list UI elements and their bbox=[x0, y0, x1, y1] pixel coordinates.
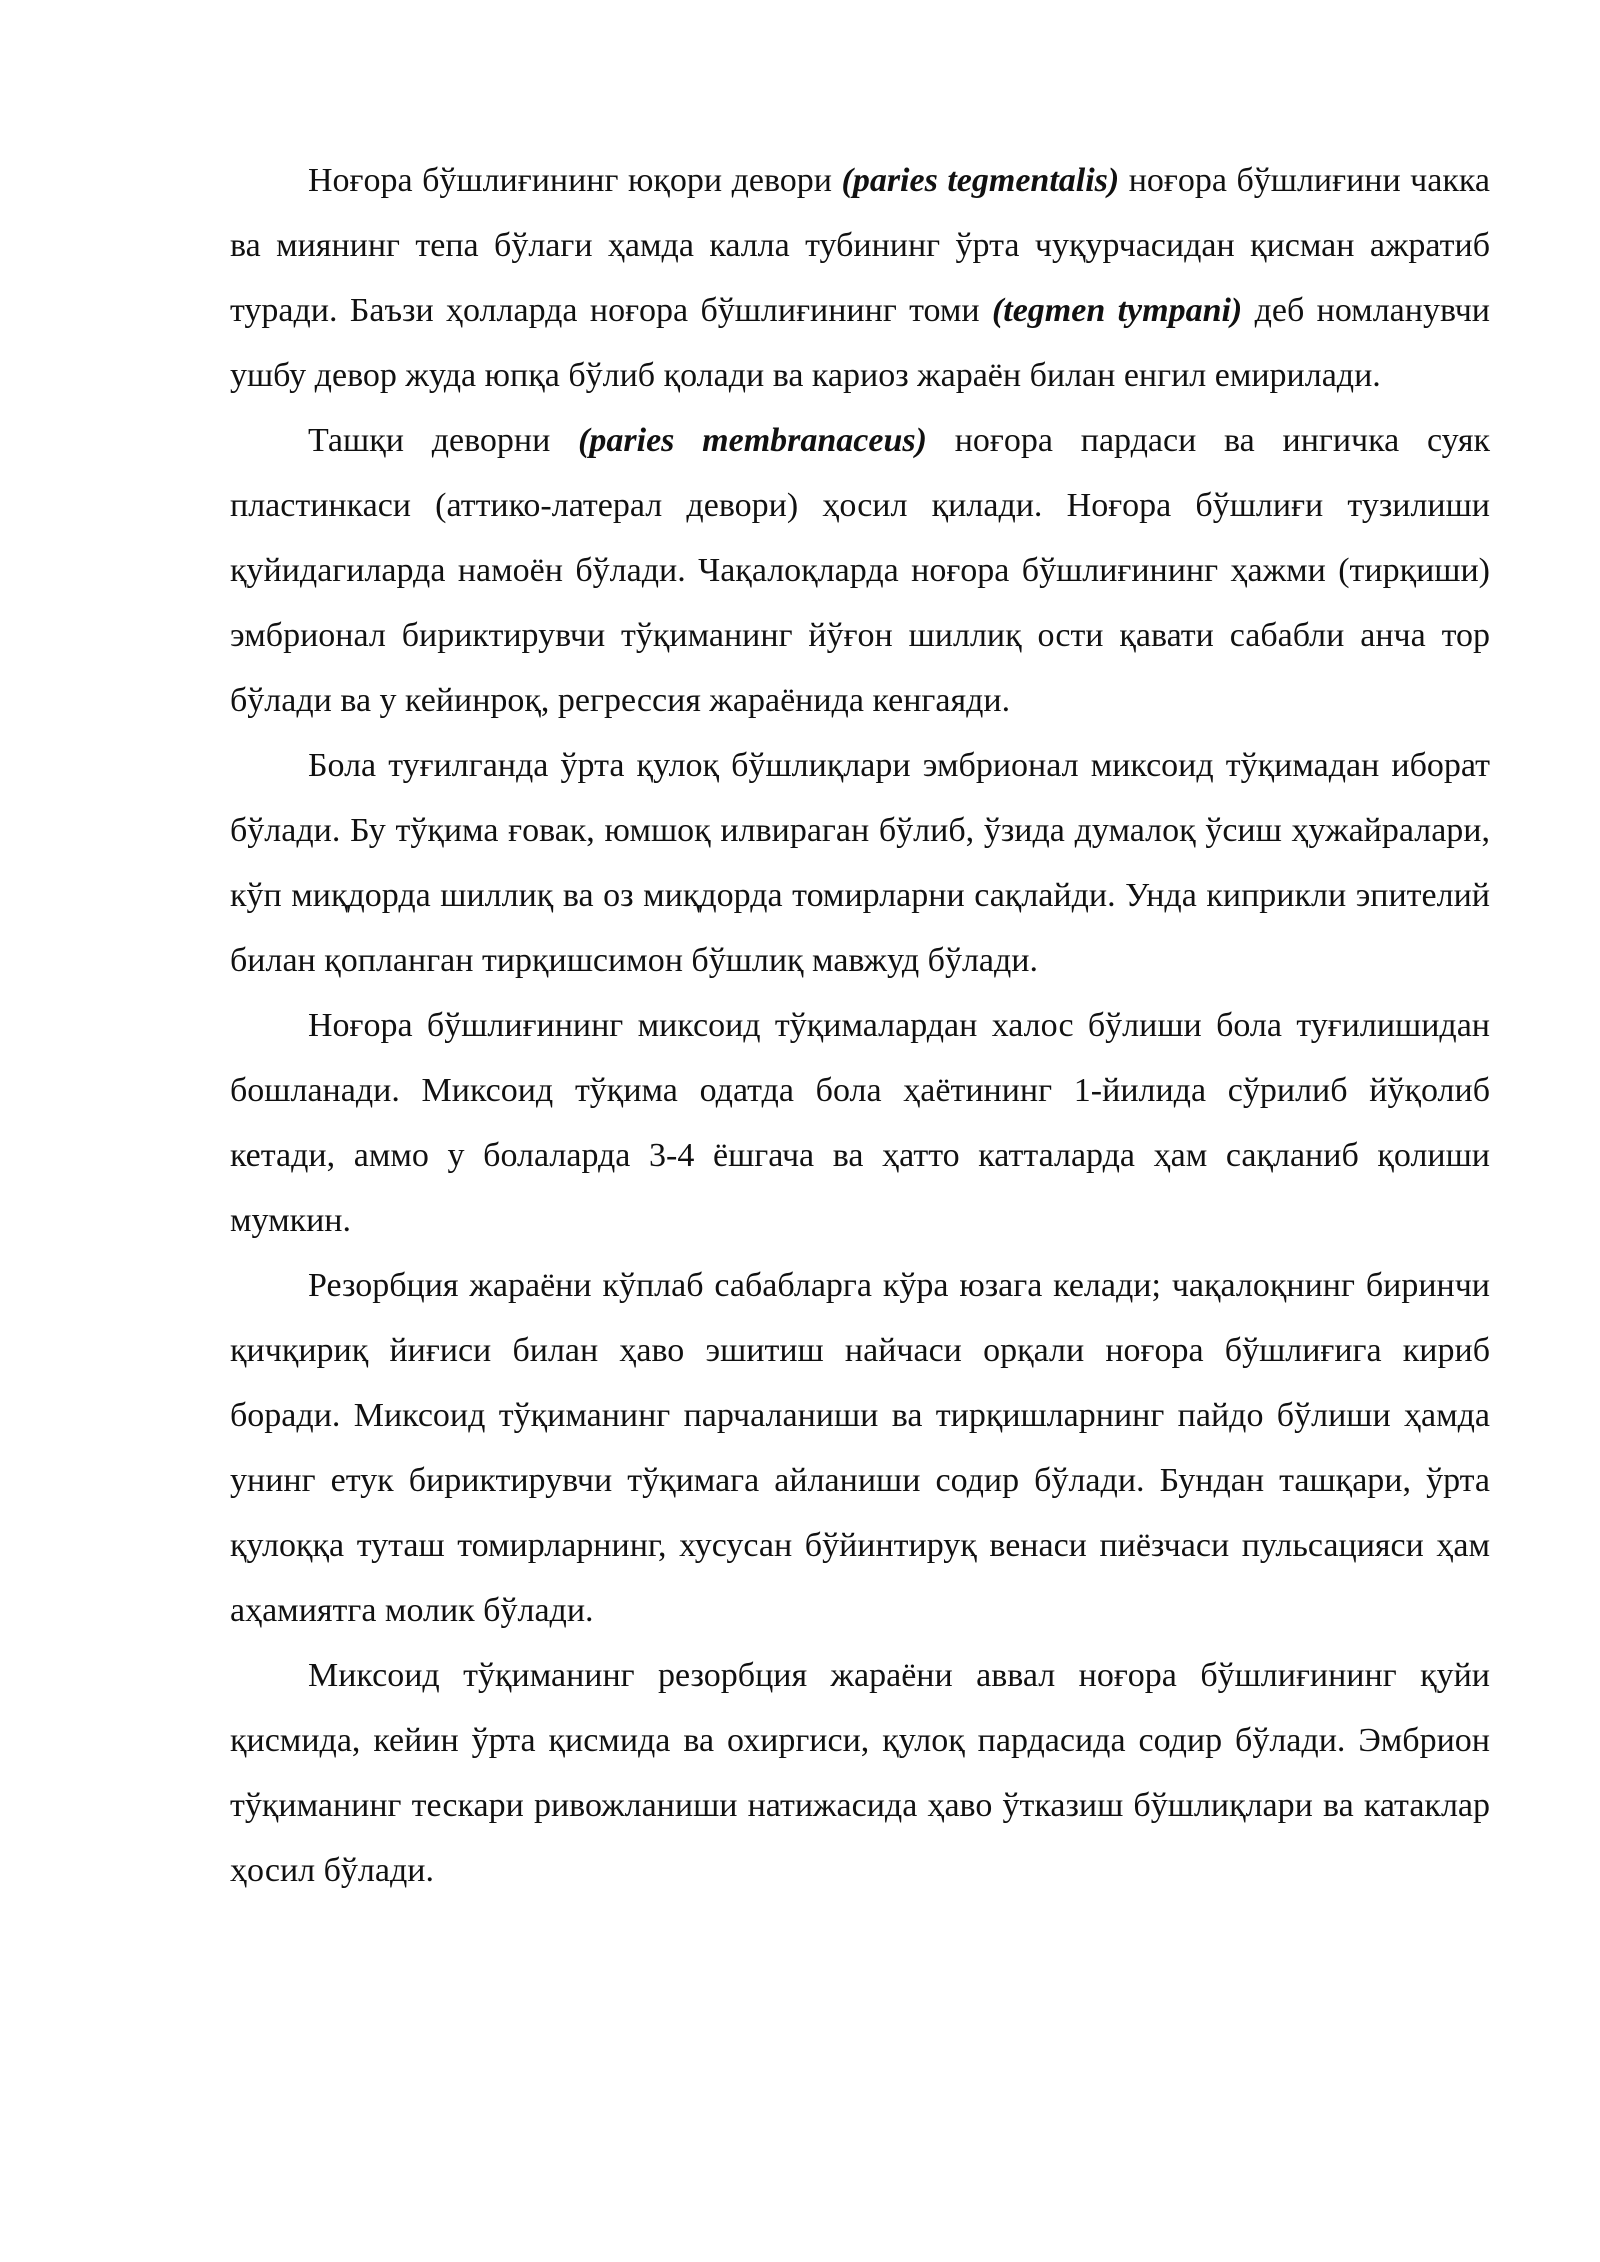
text-span: Ноғора бўшлиғининг юқори девори bbox=[308, 162, 842, 199]
paragraph-4 bbox=[230, 993, 1490, 1253]
paragraph-5 bbox=[230, 1253, 1490, 1643]
latin-term-paries-tegmentalis: (paries tegmentalis) bbox=[841, 162, 1120, 199]
latin-term-paries-membranaceus: (paries membranaceus) bbox=[578, 422, 927, 459]
text-span: деб номланувчи ушбу девор жуда юпқа бўлиб қолади ва кариоз жараён билан енгил емирилади. bbox=[230, 292, 1490, 394]
text-span: Ноғора бўшлиғининг миксоид тўқималардан халос бўлиши бола туғилишидан бошланади. Миксоид тўқима одатда бола ҳаётининг 1-йилида сўрилиб йўқолиб кетади, аммо у болаларда 3-4 ёшгача ва ҳатто катталарда ҳам сақланиб қолиши мумкин. bbox=[230, 1007, 1490, 1239]
body-text bbox=[230, 148, 1490, 1903]
text-span: ноғора бўшлиғини чакка ва миянинг тепа бўлаги ҳамда калла тубининг ўрта чуқурчасидан қисман ажратиб туради. Баъзи ҳолларда ноғора бўшлиғининг томи bbox=[230, 162, 1490, 329]
text-span: Бола туғилганда ўрта қулоқ бўшлиқлари эмбрионал миксоид тўқимадан иборат бўлади. Бу тўқима ғовак, юмшоқ илвираган бўлиб, ўзида думалоқ ўсиш ҳужайралари, кўп миқдорда шиллиқ ва оз миқдорда томирларни сақлайди. Унда киприкли эпителий билан қопланган тирқишсимон бўшлиқ мавжуд бўлади. bbox=[230, 747, 1490, 979]
text-span: Ташқи деворни bbox=[308, 422, 579, 459]
paragraph-6 bbox=[230, 1643, 1490, 1903]
text-span: Миксоид тўқиманинг резорбция жараёни аввал ноғора бўшлиғининг қуйи қисмида, кейин ўрта қисмида ва охиргиси, қулоқ пардасида содир бўлади. Эмбрион тўқиманинг тескари ривожланиши натижасида ҳаво ўтказиш бўшлиқлари ва катаклар ҳосил бўлади. bbox=[230, 1657, 1490, 1889]
text-span: Резорбция жараёни кўплаб сабабларга кўра юзага келади; чақалоқнинг биринчи қичқириқ йиғиси билан ҳаво эшитиш найчаси орқали ноғора бўшлиғига кириб боради. Миксоид тўқиманинг парчаланиши ва тирқишларнинг пайдо бўлиши ҳамда унинг етук бириктирувчи тўқимага айланиши содир бўлади. Бундан ташқари, ўрта қулоққа туташ томирларнинг, хусусан бўйинтируқ венаси пиёзчаси пульсацияси ҳам аҳамиятга молик бўлади. bbox=[230, 1267, 1490, 1629]
paragraph-2 bbox=[230, 408, 1490, 733]
paragraph-3 bbox=[230, 733, 1490, 993]
latin-term-tegmen-tympani: (tegmen tympani) bbox=[991, 292, 1243, 329]
paragraph-1 bbox=[230, 148, 1490, 408]
text-span: ноғора пардаси ва ингичка суяк пластинкаси (аттико-латерал девори) ҳосил қилади. Ноғора бўшлиғи тузилиши қуйидагиларда намоён бўлади. Чақалоқларда ноғора бўшлиғининг ҳажми (тирқиши) эмбрионал бириктирувчи тўқиманинг йўғон шиллиқ ости қавати сабабли анча тор бўлади ва у кейинроқ, регрессия жараёнида кенгаяди. bbox=[230, 422, 1490, 719]
